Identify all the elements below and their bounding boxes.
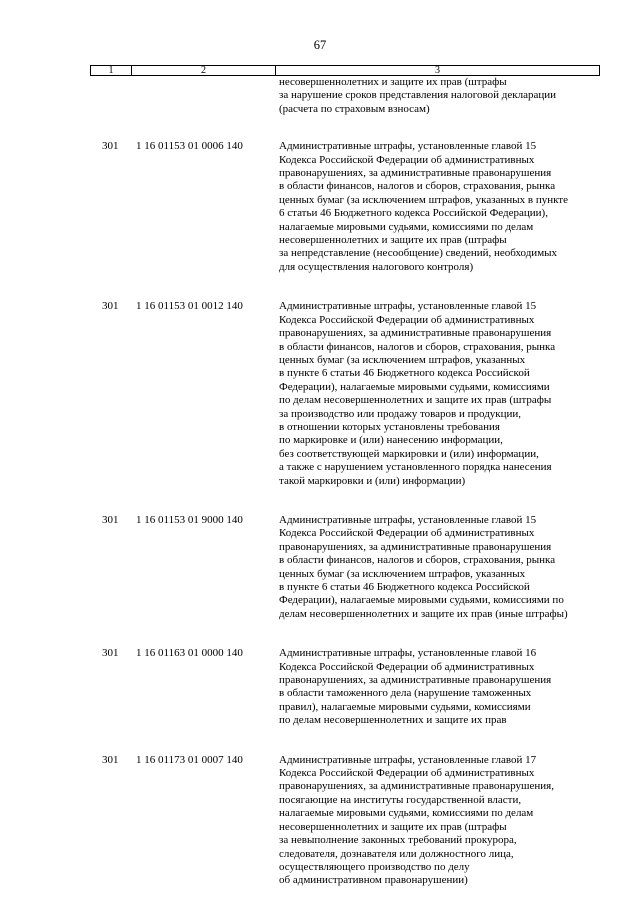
description-line: Кодекса Российской Федерации об административных (279, 527, 535, 540)
continuation-text (273, 76, 600, 116)
description-line: несовершеннолетних и защите их прав (штрафы (279, 76, 507, 88)
description-line: об административном правонарушении) (279, 874, 468, 887)
description-line: за непредставление (несообщение) сведений, необходимых (279, 247, 558, 260)
description-line: осуществляющего производство по делу (279, 860, 470, 873)
description-line: в области финансов, налогов и сборов, страхования, рынка (279, 180, 556, 193)
description-line: несовершеннолетних и защите их прав (штрафы (279, 820, 507, 833)
description-line: а также с нарушением установленного порядка нанесения (279, 461, 552, 474)
admin-code: 301 (102, 753, 119, 766)
admin-code: 301 (102, 647, 119, 660)
description-line: в области финансов, налогов и сборов, страхования, рынка (279, 340, 556, 353)
description-line: Административные штрафы, установленные главой 15 (279, 300, 537, 313)
description-line: (расчета по страховым взносам) (279, 102, 430, 115)
table-body (90, 140, 600, 888)
description-line: правонарушениях, за административные правонарушения (279, 327, 552, 340)
revenue-description (273, 300, 600, 488)
description-line: за нарушение сроков представления налоговой декларации (279, 89, 556, 102)
description-line: в области таможенного дела (нарушение таможенных (279, 687, 532, 700)
revenue-description (273, 754, 600, 888)
header-col-3: 3 (435, 65, 440, 76)
description-line: без соответствующей маркировки и (или) информации, (279, 447, 539, 460)
description-line: Кодекса Российской Федерации об административных (279, 153, 535, 166)
description-line: делам несовершеннолетних и защите их прав (иные штрафы) (279, 607, 568, 620)
description-line: Административные штрафы, установленные главой 15 (279, 513, 537, 526)
description-line: Федерации), налагаемые мировыми судьями, комиссиями по (279, 594, 564, 607)
budget-classification-code: 1 16 01153 01 0012 140 (136, 300, 243, 313)
description-line: Кодекса Российской Федерации об административных (279, 660, 535, 673)
header-col-2: 2 (132, 66, 276, 75)
table-row (90, 514, 600, 621)
description-line: Административные штрафы, установленные главой 17 (279, 753, 537, 766)
description-line: такой маркировки и (или) информации) (279, 474, 466, 487)
description-line: для осуществления налогового контроля) (279, 260, 474, 273)
description-line: правонарушениях, за административные правонарушения, (279, 780, 554, 793)
description-line: в области финансов, налогов и сборов, страхования, рынка (279, 554, 556, 567)
revenue-description (273, 647, 600, 727)
description-line: несовершеннолетних и защите их прав (штрафы (279, 234, 507, 247)
description-line: в отношении которых установлены требования (279, 420, 500, 433)
description-line: ценных бумаг (за исключением штрафов, указанных (279, 567, 526, 580)
revenue-description (273, 140, 600, 274)
description-line: Федерации), налагаемые мировыми судьями, комиссиями (279, 380, 550, 393)
description-line: за невыполнение законных требований прокурора, (279, 834, 517, 847)
description-line: ценных бумаг (за исключением штрафов, указанных (279, 353, 526, 366)
description-line: ценных бумаг (за исключением штрафов, указанных в пункте (279, 193, 568, 206)
budget-classification-code: 1 16 01153 01 0006 140 (136, 140, 243, 153)
description-line: посягающие на институты государственной власти, (279, 793, 522, 806)
table-row (90, 754, 600, 888)
header-col-1: 1 (91, 66, 132, 75)
description-line: налагаемые мировыми судьями, комиссиями по делам (279, 220, 534, 233)
description-line: правил), налагаемые мировыми судьями, комиссиями (279, 700, 531, 713)
table-row (90, 647, 600, 727)
budget-classification-code: 1 16 01173 01 0007 140 (136, 753, 243, 766)
description-line: правонарушениях, за административные правонарушения (279, 540, 552, 553)
admin-code: 301 (102, 513, 119, 526)
admin-code: 301 (102, 300, 119, 313)
description-line: Кодекса Российской Федерации об административных (279, 313, 535, 326)
table-row (90, 140, 600, 274)
description-line: правонарушениях, за административные правонарушения (279, 674, 552, 687)
description-line: по маркировке и (или) нанесению информации, (279, 434, 503, 447)
description-line: правонарушениях, за административные правонарушения (279, 167, 552, 180)
description-line: за производство или продажу товаров и продукции, (279, 407, 522, 420)
description-line: налагаемые мировыми судьями, комиссиями по делам (279, 807, 534, 820)
budget-classification-code: 1 16 01163 01 0000 140 (136, 647, 243, 660)
description-line: по делам несовершеннолетних и защите их прав (279, 714, 507, 727)
budget-classification-code: 1 16 01153 01 9000 140 (136, 513, 243, 526)
page-number: 67 (313, 38, 327, 52)
description-line: следователя, дознавателя или должностного лица, (279, 847, 514, 860)
table-header (90, 65, 600, 76)
description-line: Административные штрафы, установленные главой 16 (279, 647, 537, 660)
revenue-description (273, 514, 600, 621)
budget-code-table (90, 65, 600, 888)
description-line: в пункте 6 статьи 46 Бюджетного кодекса Российской (279, 581, 530, 593)
description-line: 6 статьи 46 Бюджетного кодекса Российской Федерации), (279, 207, 548, 220)
admin-code: 301 (102, 140, 119, 153)
description-line: Административные штрафы, установленные главой 15 (279, 140, 537, 153)
description-line: Кодекса Российской Федерации об административных (279, 767, 535, 780)
description-line: в пункте 6 статьи 46 Бюджетного кодекса Российской (279, 367, 530, 380)
continuation-row (90, 76, 600, 116)
table-row (90, 300, 600, 488)
description-line: по делам несовершеннолетних и защите их прав (штрафы (279, 394, 552, 407)
